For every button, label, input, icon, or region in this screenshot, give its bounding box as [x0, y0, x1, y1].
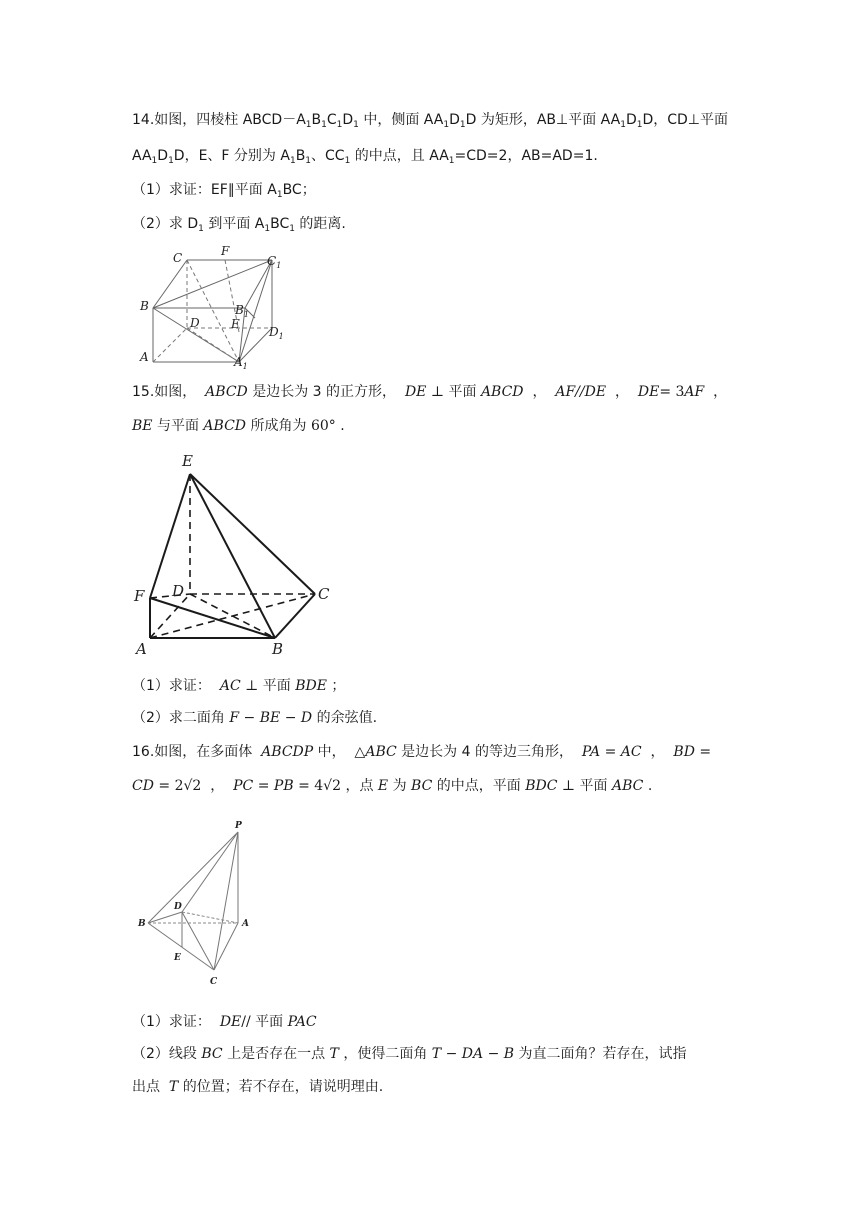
- q15-edge-bc: [275, 594, 315, 638]
- q16-edge-da: [182, 912, 238, 923]
- q16-polyhedron-figure: [132, 818, 262, 990]
- q16-part-1: （1）求证： DE// 平面 PAC: [132, 1014, 317, 1030]
- q15-label-D: D: [172, 582, 185, 600]
- q15-part-1: （1）求证： AC ⊥ 平面 BDE ；: [132, 678, 346, 694]
- q16-label-E: E: [174, 953, 181, 963]
- q14-label-F: F: [221, 244, 230, 258]
- q14-edge-a1d1: [239, 328, 272, 362]
- q15-edge-ef: [150, 474, 190, 598]
- q14-label-C: C: [173, 251, 183, 265]
- q16-edge-bc: [148, 923, 214, 970]
- q14-label-A: A: [140, 350, 149, 364]
- q15-label-F: F: [134, 587, 145, 605]
- q16-label-C: C: [210, 977, 218, 987]
- q14-edge-ad: [153, 328, 187, 362]
- q16-line-2: CD = 2√2 ， PC = PB = 4√2 ，点 E 为 BC 的中点，平面 BDC ⊥ 平面 ABC .: [132, 778, 653, 794]
- q14-edge-da1: [187, 328, 239, 362]
- q15-label-B: B: [272, 640, 284, 658]
- q15-part-2: （2）求二面角 F − BE − D 的余弦值.: [132, 710, 378, 726]
- q16-label-B: B: [138, 919, 146, 929]
- q16-part-2: （2）线段 BC 上是否存在一点 T ，使得二面角 T − DA − B 为直二面角？若存在，试指: [132, 1046, 687, 1062]
- q15-label-C: C: [318, 585, 330, 603]
- q14-label-C1: $C_1$: [267, 254, 282, 270]
- q15-label-A: A: [136, 640, 147, 658]
- q15-pyramid-figure: [132, 446, 342, 660]
- q14-label-A1: $A_1$: [234, 355, 248, 371]
- q16-edge-pd: [182, 832, 238, 912]
- q14-edge-ca1: [187, 260, 239, 362]
- q15-line-1: 15.如图， ABCD 是边长为 3 的正方形， DE ⊥ 平面 ABCD ， AF//DE ， DE= 3AF ，: [132, 384, 728, 400]
- q15-edge-ac: [150, 594, 315, 638]
- q14-label-E: E: [231, 317, 240, 331]
- q16-edge-dc: [182, 912, 214, 970]
- q14-line-2: $AA_1D_1D$，E、F 分别为 $A_1B_1$、$CC_1$ 的中点，且 $AA_1=CD=2$，AB=AD=1.: [132, 148, 598, 166]
- q14-label-B1: $B_1$: [235, 303, 249, 319]
- q14-prism-figure: [135, 240, 295, 370]
- q15-label-E: E: [182, 452, 193, 470]
- q16-line-1: 16.如图，在多面体 ABCDP 中， △ABC 是边长为 4 的等边三角形， PA = AC ， BD =: [132, 744, 712, 760]
- q14-label-B: B: [140, 299, 149, 313]
- q14-edge-bc1: [153, 260, 272, 308]
- q16-label-P: P: [235, 821, 242, 831]
- q16-label-A: A: [242, 919, 249, 929]
- q16-part-2-cont: 出点 T 的位置；若不存在，请说明理由.: [132, 1079, 384, 1095]
- q15-edge-eb: [190, 474, 275, 638]
- q16-label-D: D: [174, 902, 182, 912]
- q14-label-D: D: [190, 316, 200, 330]
- q15-edge-ec: [190, 474, 315, 594]
- q14-line-1: 14.如图，四棱柱 $ABCD-A_1B_1C_1D_1$ 中，侧面 $AA_1D_1D$ 为矩形，AB⊥平面 $AA_1D_1D$，CD⊥平面: [132, 112, 728, 130]
- q14-part-2: （2）求 $D_1$ 到平面 $A_1BC_1$ 的距离.: [132, 216, 346, 234]
- q14-label-D1: $D_1$: [269, 325, 284, 341]
- q14-part-1: （1）求证：EF∥平面 $A_1BC$；: [132, 182, 316, 200]
- q15-line-2: BE 与平面 ABCD 所成角为 60° .: [132, 418, 345, 434]
